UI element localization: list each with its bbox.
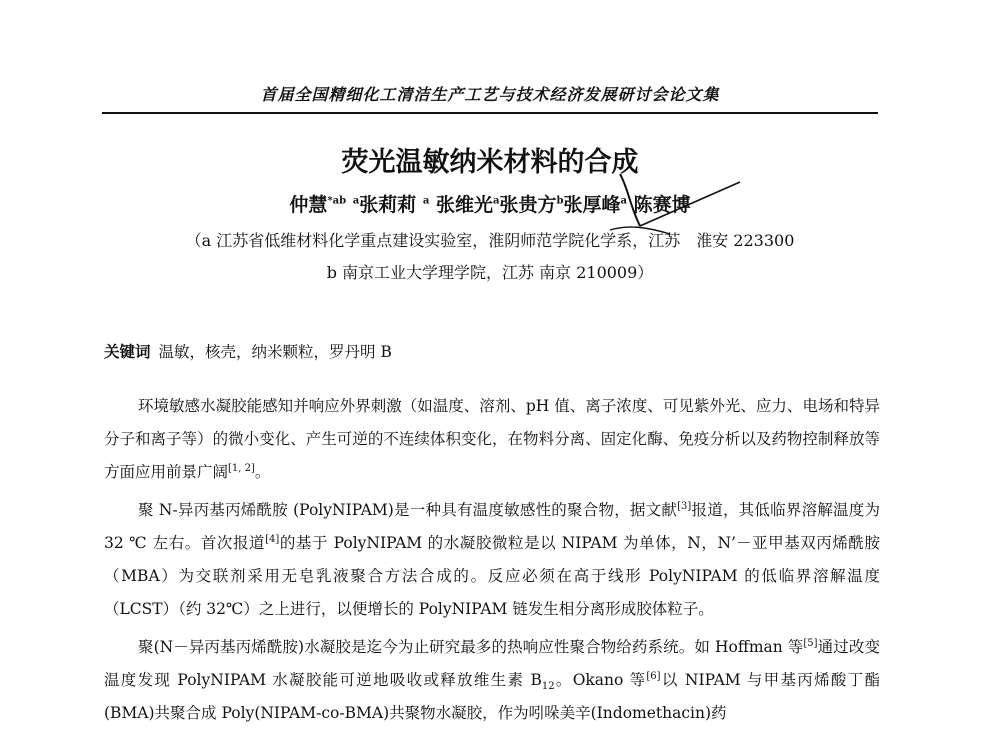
body-text xyxy=(104,390,880,735)
author-mark: a xyxy=(352,195,360,207)
paragraph-text: 聚 N-异丙基丙烯酰胺 (PolyNIPAM)是一种具有温度敏感性的聚合物，据文献 xyxy=(138,501,678,519)
citation: [4] xyxy=(265,533,280,545)
paragraph-text: 通过改变温度发现 PolyNIPAM 水凝胶能可逆地吸收或释放维生素 B xyxy=(104,638,880,689)
author-name: 仲慧 xyxy=(289,194,328,216)
paragraph-text: 以 NIPAM 与甲基丙烯酸丁酯(BMA)共聚合成 Poly(NIPAM-co-BMA)共聚物水凝胶，作为吲哚美辛(Indomethacin)药 xyxy=(104,671,880,722)
citation: [3] xyxy=(677,500,692,512)
paragraph-text: 聚(N－异丙基丙烯酰胺)水凝胶是迄今为止研究最多的热响应性聚合物给药系统。如 Hoffman 等 xyxy=(138,638,804,656)
citation: [5] xyxy=(803,637,818,649)
running-header: 首届全国精细化工清洁生产工艺与技术经济发展研讨会论文集 xyxy=(260,85,720,104)
author-name: 张莉莉 xyxy=(359,194,417,216)
paragraph-2 xyxy=(104,494,880,626)
author-name: 张贵方 xyxy=(499,194,557,216)
author-mark: *ab xyxy=(327,195,347,207)
paragraph-text: 报道，其低临界溶解温度为 32 ℃ 左右。首次报道 xyxy=(104,501,880,552)
author-name: 张厚峰 xyxy=(563,194,621,216)
author-mark: a xyxy=(422,195,430,207)
paragraph-text: 的基于 PolyNIPAM 的水凝胶微粒是以 NIPAM 为单体，N，N’－亚甲基双丙烯酰胺（MBA）为交联剂采用无皂乳液聚合方法合成的。反应必须在高于线形 PolyNIPAM 的低临界溶解温度（LCST）（约 32℃）之上进行，以便增长的 PolyNIPAM 链发生相分离形成胶体粒子。 xyxy=(104,534,881,618)
paragraph-text: 环境敏感水凝胶能感知并响应外界刺激（如温度、溶剂、pH 值、离子浓度、可见紫外光、应力、电场和特异分子和离子等）的微小变化、产生可逆的不连续体积变化，在物料分离、固定化酶、免疫分析以及药物控制释放等方面应用前景广阔 xyxy=(104,397,880,481)
citation: [6] xyxy=(646,670,661,682)
subscript: 12 xyxy=(541,681,555,693)
author-name: 张维光 xyxy=(435,194,493,216)
paper-title: 荧光温敏纳米材料的合成 xyxy=(341,147,639,178)
author-mark: a xyxy=(492,195,500,207)
author-list xyxy=(102,190,878,217)
keywords-text: 温敏，核壳，纳米颗粒，罗丹明 B xyxy=(158,343,392,361)
citation: [1, 2] xyxy=(228,462,255,474)
author-mark: b xyxy=(556,195,564,207)
paragraph-3 xyxy=(104,631,880,730)
paragraph-1 xyxy=(104,390,880,489)
paragraph-text: 。 xyxy=(254,463,271,481)
keywords-line xyxy=(104,340,880,362)
affiliation-b: b 南京工业大学理学院，江苏 南京 210009） xyxy=(326,263,654,282)
keywords-label: 关键词 xyxy=(104,343,151,361)
paragraph-text: 。Okano 等 xyxy=(554,671,647,689)
author-name: 陈赛博 xyxy=(633,194,691,216)
author-mark: a xyxy=(620,195,627,207)
affiliation-a: （a 江苏省低维材料化学重点建设实验室，淮阴师范学院化学系，江苏 淮安 223300 xyxy=(185,231,795,250)
header-rule xyxy=(102,112,878,114)
